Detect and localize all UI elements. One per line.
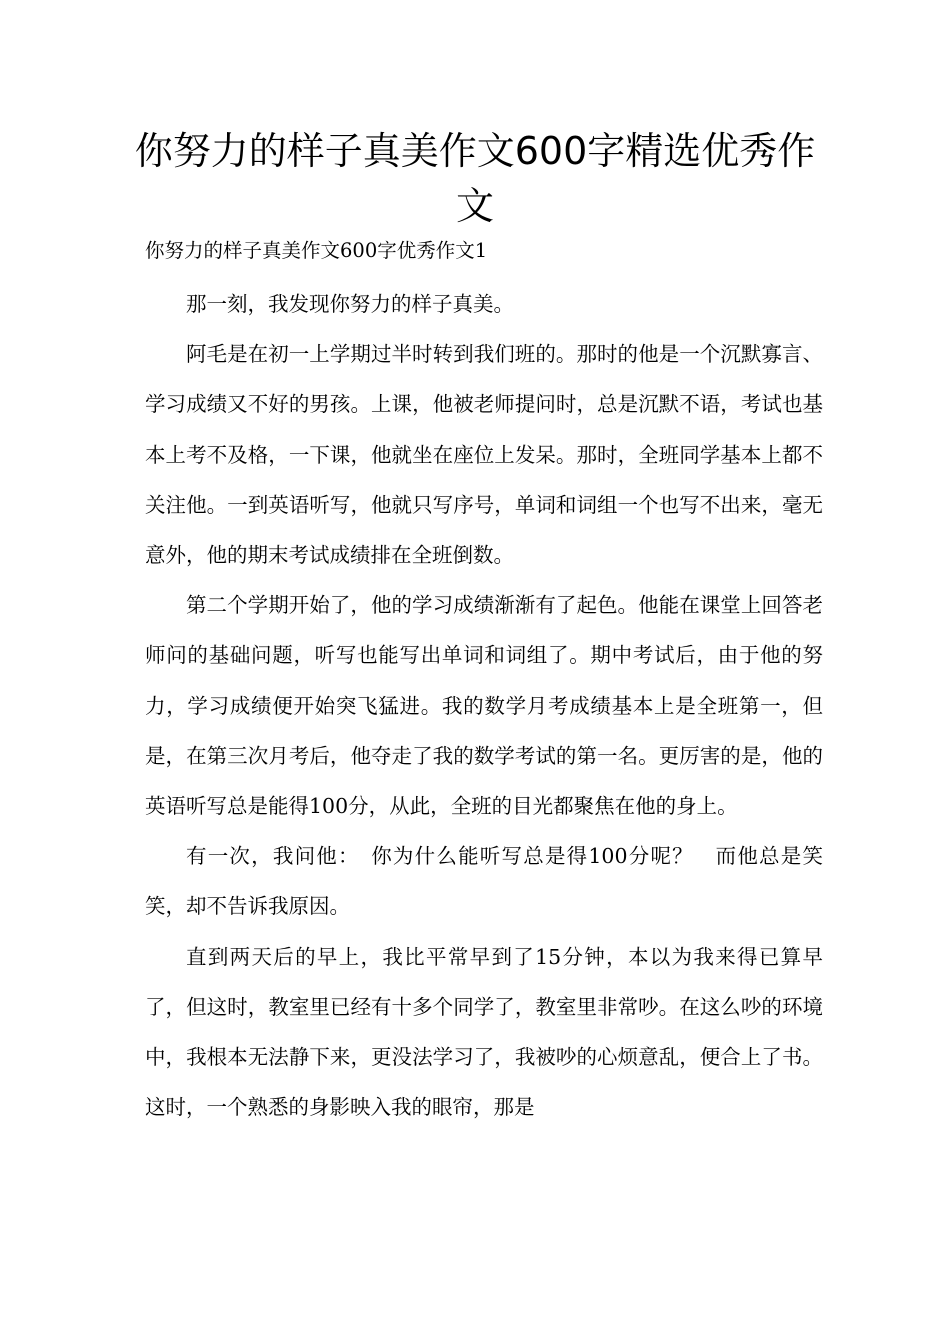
paragraph: 有一次，我问他： 你为什么能听写总是得100分呢？ 而他总是笑笑，却不告诉我原因。 [145,844,823,919]
paragraph: 直到两天后的早上，我比平常早到了15分钟，本以为我来得已算早了，但这时，教室里已经有十多个同学了，教室里非常吵。在这么吵的环境中，我根本无法静下来，更没法学习了，我被吵的心烦意乱，便合上了书。这时，一个熟悉的身影映入我的眼帘，那是 [145,944,823,1120]
document-subtitle: 你努力的样子真美作文600字优秀作文1 [145,239,488,262]
paragraph: 第二个学期开始了，他的学习成绩渐渐有了起色。他能在课堂上回答老师问的基础问题，听写也能写出单词和词组了。期中考试后，由于他的努力，学习成绩便开始突飞猛进。我的数学月考成绩基本上是全班第一，但是，在第三次月考后，他夺走了我的数学考试的第一名。更厉害的是，他的英语听写总是能得100分，从此，全班的目光都聚焦在他的身上。 [145,593,823,819]
paragraph: 阿毛是在初一上学期过半时转到我们班的。那时的他是一个沉默寡言、学习成绩又不好的男孩。上课，他被老师提问时，总是沉默不语，考试也基本上考不及格，一下课，他就坐在座位上发呆。那时，全班同学基本上都不关注他。一到英语听写，他就只写序号，单词和词组一个也写不出来，毫无意外，他的期末考试成绩排在全班倒数。 [145,342,823,568]
document-body [145,279,823,1132]
document-title: 你努力的样子真美作文600字精选优秀作文 [134,129,816,228]
paragraph: 那一刻，我发现你努力的样子真美。 [186,292,514,316]
